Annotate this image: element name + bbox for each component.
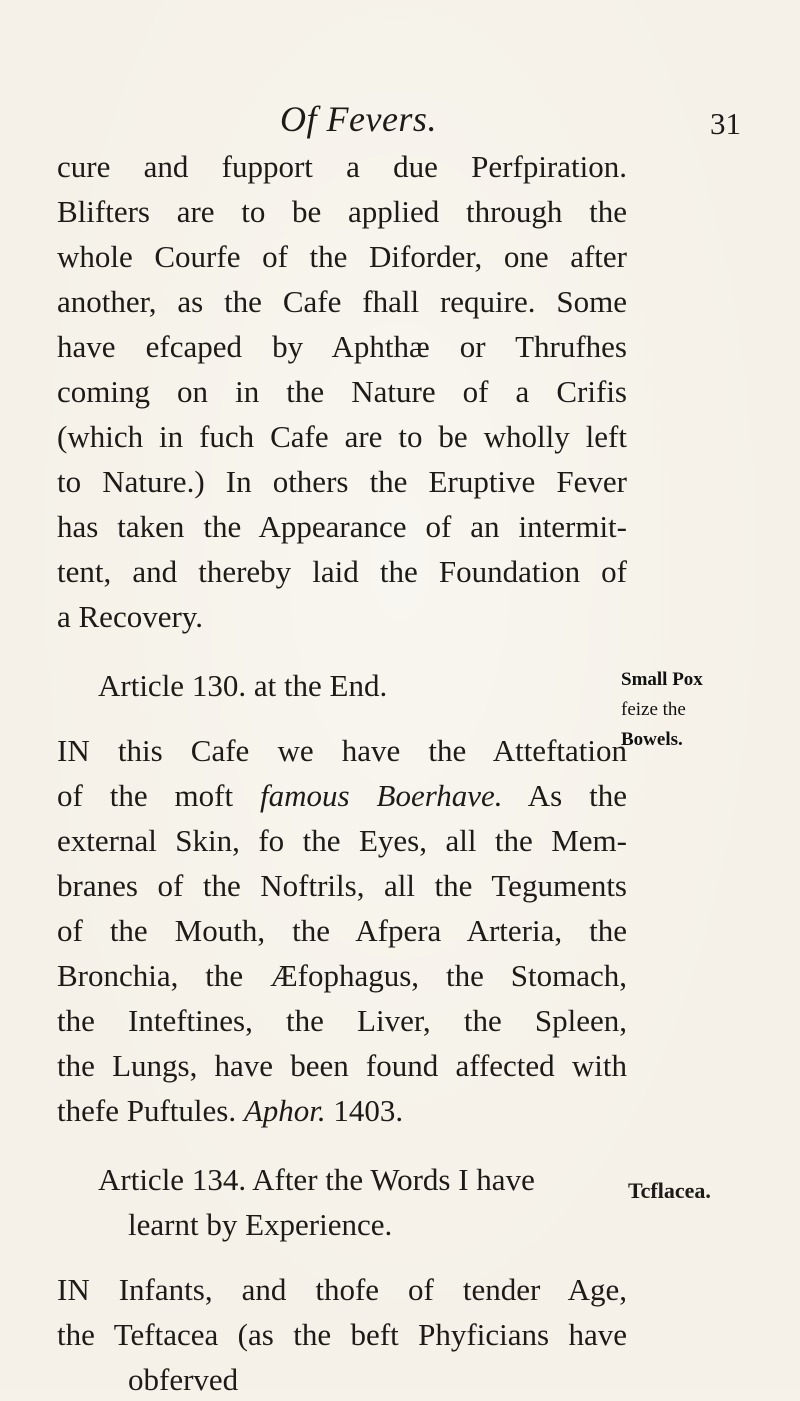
paragraph-text: thefe Puftules. xyxy=(57,1093,237,1128)
page-number: 31 xyxy=(710,106,741,141)
running-head xyxy=(0,98,800,148)
text-line: tent, and thereby laid the Foundation of xyxy=(57,554,627,589)
article-heading: Article 134. After the Words I have xyxy=(98,1162,535,1197)
paragraph-text: this Cafe we have the Atteftation xyxy=(117,733,627,768)
text-line: whole Courfe of the Diforder, one after xyxy=(57,239,627,274)
drop-prefix: IN xyxy=(57,1272,90,1307)
paragraph-line: the Lungs, have been found affected with xyxy=(57,1048,627,1083)
paragraph-text: As the xyxy=(527,778,627,813)
italic-name: famous Boerhave. xyxy=(260,778,503,813)
article-heading-continuation: learnt by Experience. xyxy=(128,1207,393,1242)
text-line: coming on in the Nature of a Crifis xyxy=(57,374,627,409)
text-line: (which in fuch Cafe are to be wholly left xyxy=(57,419,627,454)
text-line: have efcaped by Aphthæ or Thrufhes xyxy=(57,329,627,364)
paragraph-text: of the moft xyxy=(57,778,234,813)
article-heading: Article 130. at the End. xyxy=(98,668,388,703)
running-head-title: Of Fevers. xyxy=(280,99,437,139)
paragraph-line: of the Mouth, the Afpera Arteria, the xyxy=(57,913,627,948)
italic-reference: Aphor. xyxy=(243,1093,326,1128)
paragraph-line xyxy=(57,775,627,817)
paragraph-line: the Teftacea (as the beft Phyficians have xyxy=(57,1317,627,1352)
margin-note-small-pox xyxy=(621,670,771,772)
paragraph-line xyxy=(57,1269,627,1311)
text-line: to Nature.) In others the Eruptive Fever xyxy=(57,464,627,499)
drop-prefix: IN xyxy=(57,733,90,768)
text-line: another, as the Cafe fhall require. Some xyxy=(57,284,627,319)
paragraph-line: obferved xyxy=(128,1362,239,1397)
paragraph-line: branes of the Noftrils, all the Teguments xyxy=(57,868,627,903)
text-line: a Recovery. xyxy=(57,599,204,634)
margin-note-line: Bowels. xyxy=(621,729,683,750)
margin-note-tcflacea: Tcflacea. xyxy=(628,1178,711,1203)
paragraph-text: 1403. xyxy=(333,1093,404,1128)
paragraph-line xyxy=(57,730,627,772)
text-line: has taken the Appearance of an intermit- xyxy=(57,509,627,544)
paragraph-line xyxy=(57,1090,627,1132)
paragraph-line: external Skin, fo the Eyes, all the Mem- xyxy=(57,823,627,858)
text-line: Blifters are to be applied through the xyxy=(57,194,627,229)
margin-note-line: Small Pox xyxy=(621,669,703,690)
paragraph-line: the Inteftines, the Liver, the Spleen, xyxy=(57,1003,627,1038)
margin-note-line: feize the xyxy=(621,699,686,720)
paragraph-line: Bronchia, the Æfophagus, the Stomach, xyxy=(57,958,627,993)
paragraph-text: Infants, and thofe of tender Age, xyxy=(118,1272,627,1307)
text-line: cure and fupport a due Perfpiration. xyxy=(57,149,627,184)
